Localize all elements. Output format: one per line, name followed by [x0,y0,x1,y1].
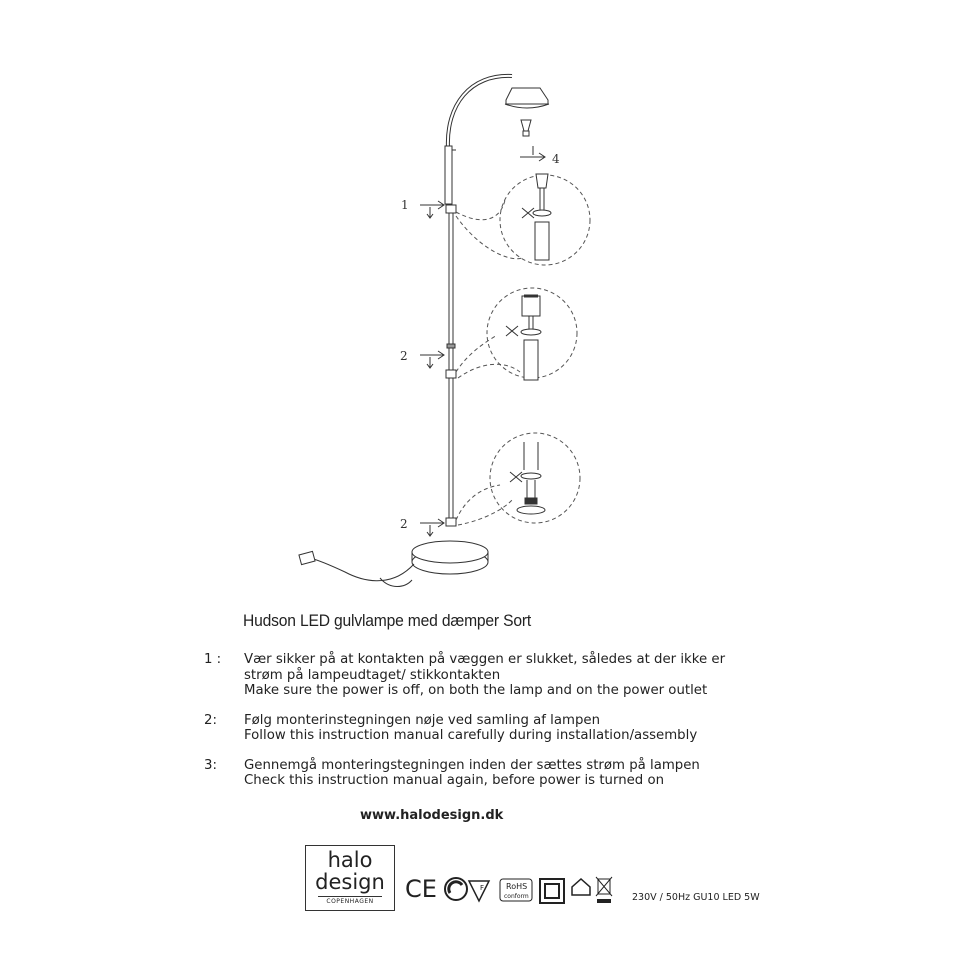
class-ii-icon [540,879,564,903]
certification-marks [405,865,635,915]
svg-text:conform: conform [504,893,529,900]
step-number: 2: [204,712,217,728]
gu10-bulb [521,120,531,131]
callout-label-1: 1 [401,198,409,212]
indoor-use-icon [572,879,590,895]
website-link[interactable]: www.halodesign.dk [360,808,504,823]
rohs-icon [500,879,532,901]
arrow-4 [520,146,545,161]
callout-label-2b: 2 [400,517,408,531]
step-3 [204,758,764,789]
plug [299,551,315,564]
gooseneck-arm [448,76,512,148]
step-text: strøm på lampeudtaget/ stikkontakten [244,667,501,683]
logo-word-copenhagen: COPENHAGEN [318,896,382,905]
arrow-1 [420,201,444,218]
step-text: Make sure the power is off, on both the lamp and on the power outlet [244,683,708,698]
upper-tube [445,146,452,204]
product-title: Hudson LED gulvlampe med dæmper Sort [243,611,532,630]
logo-word-design: design [315,870,385,894]
instruction-steps [204,652,764,803]
step-text: Follow this instruction manual carefully during installation/assembly [244,728,698,743]
step-text: Følg monterinstegningen nøje ved samling af lampen [244,712,601,728]
step-text: Check this instruction manual again, before power is turned on [244,773,665,788]
ce-mark-icon: CE [405,875,437,903]
step-2 [204,713,764,744]
f-triangle-icon [469,881,489,901]
svg-text:RoHS: RoHS [506,882,528,891]
step-1 [204,652,764,699]
svg-text:F: F [480,884,485,892]
weee-bin-icon [596,877,612,903]
step-text: Gennemgå monteringstegningen inden der sættes strøm på lampen [244,757,700,773]
logo-word-halo: halo [327,848,373,872]
power-cable [310,558,414,581]
callout-label-4: 4 [552,152,560,166]
callout-label-2a: 2 [400,349,408,363]
dimmer-icon [445,878,467,900]
arrow-2b [420,519,444,536]
main-pole [449,206,453,520]
arrow-2a [420,351,444,368]
halo-design-logo [305,845,395,911]
step-text: Vær sikker på at kontakten på væggen er slukket, således at der ikke er [244,652,726,667]
step-number: 3: [204,757,217,773]
lamp-shade [506,88,548,104]
step-number: 1 : [204,652,222,667]
power-spec: 230V / 50Hz GU10 LED 5W [632,892,760,903]
